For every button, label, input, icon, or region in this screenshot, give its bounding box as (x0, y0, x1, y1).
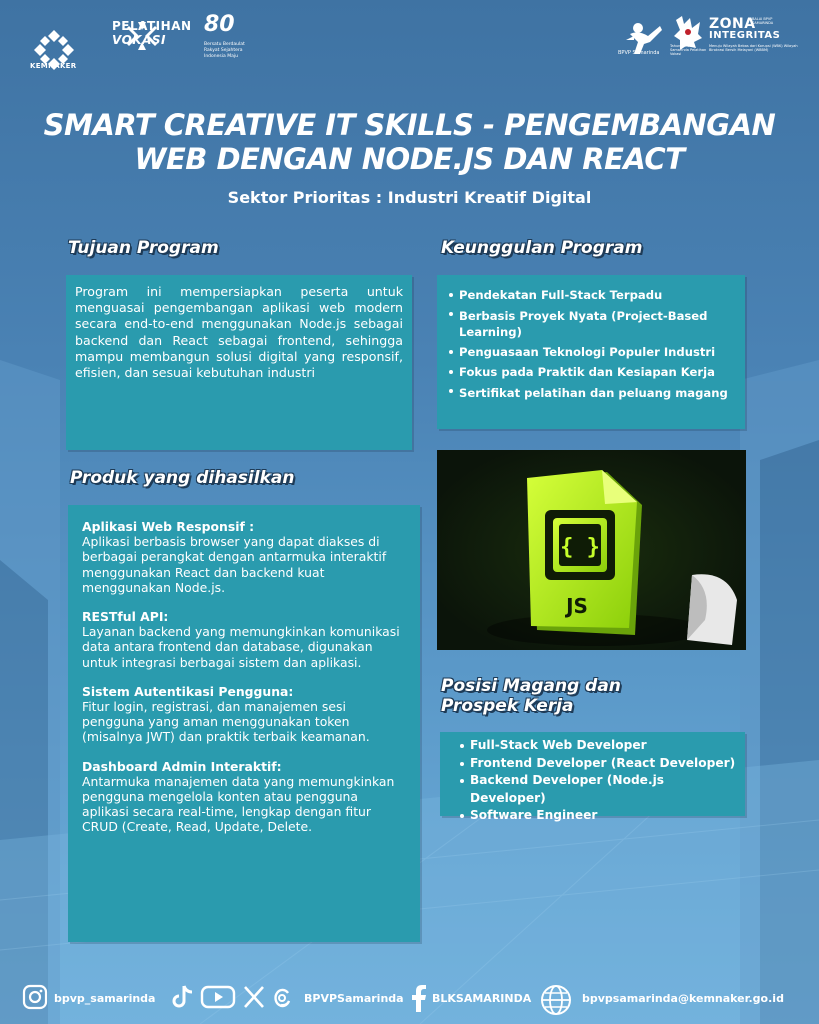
produk-item-title: Aplikasi Web Responsif : (82, 519, 255, 534)
kemnaker-logo-icon (30, 14, 78, 86)
facebook-icon[interactable] (410, 984, 428, 1012)
vokasi-logo-text (112, 19, 192, 47)
posisi-heading-line1: Posisi Magang dan (441, 676, 621, 696)
social-handle[interactable]: BPVPSamarinda (304, 992, 404, 1005)
instagram-handle[interactable]: bpvp_samarinda (54, 992, 156, 1005)
keunggulan-list (437, 275, 745, 429)
posisi-item: Backend Developer (Node.js Developer) (458, 772, 737, 807)
email-address[interactable]: bpvpsamarinda@kemnaker.go.id (582, 992, 784, 1005)
zona-integritas-tagline: Menuju Wilayah Bebas dari Korupsi (WBK) Wilayah Birokrasi Bersih Melayani (WBBM) (709, 44, 798, 52)
produk-item (82, 609, 406, 670)
produk-item (82, 759, 406, 835)
produk-item-desc: Layanan backend yang memungkinkan komunikasi data antara frontend dan database, digunakan untuk integrasi berbagai sistem dan aplikasi. (82, 624, 400, 670)
keunggulan-item: Berbasis Proyek Nyata (Project-Based Learning) (447, 306, 737, 342)
bpvp-label: BPVP Samarinda (618, 50, 660, 56)
produk-item-desc: Fitur login, registrasi, dan manajemen sesi pengguna yang aman menggunakan token (misalnya JWT) dan praktik terbaik keamanan. (82, 699, 370, 745)
zona-integritas-subtitle: INTEGRITAS (709, 30, 781, 41)
instagram-icon[interactable] (22, 984, 48, 1010)
posisi-heading-line2: Prospek Kerja (441, 696, 574, 716)
posisi-item: Frontend Developer (React Developer) (458, 755, 737, 773)
keunggulan-heading: Keunggulan Program (441, 238, 643, 258)
tujuan-body: Program ini mempersiapkan peserta untuk menguasai pengembangan aplikasi web modern secara end-to-end menggunakan Node.js sebagai backend dan React sebagai frontend, sehingga mampu membangun solusi digital yang responsif, efisien, dan sesuai kebutuhan industri (66, 275, 412, 450)
threads-icon[interactable] (270, 984, 294, 1010)
posisi-item: Full-Stack Web Developer (458, 737, 737, 755)
produk-item-title: RESTful API: (82, 609, 169, 625)
anniversary-80-logo: 80 (204, 12, 235, 37)
youtube-icon[interactable] (200, 984, 236, 1010)
keunggulan-item: Penguasaan Teknologi Populer Industri (447, 342, 737, 363)
produk-item (82, 684, 406, 745)
posisi-heading (441, 676, 621, 716)
keunggulan-item: Fokus pada Praktik dan Kesiapan Kerja (447, 362, 737, 383)
vokasi-line1: PELATIHAN (112, 19, 192, 33)
produk-item-title: Dashboard Admin Interaktif: (82, 758, 282, 774)
page-subtitle: Sektor Prioritas : Industri Kreatif Digital (227, 188, 592, 207)
produk-heading: Produk yang dihasilkan (70, 468, 295, 488)
keunggulan-item: Pendekatan Full-Stack Terpadu (447, 285, 737, 306)
produk-item-title: Sistem Autentikasi Pengguna: (82, 683, 294, 699)
brace-glyph: { } (560, 535, 600, 560)
js-glyph: JS (566, 594, 588, 618)
produk-list (68, 505, 420, 942)
kemnaker-label: KEMNAKER (30, 62, 77, 70)
facebook-handle[interactable]: BLKSAMARINDA (432, 992, 532, 1005)
vokasi-line2: VOKASI (112, 33, 166, 47)
zona-integritas-title: ZONA (709, 16, 756, 32)
posisi-list (440, 732, 745, 822)
footer-social-bar (0, 972, 819, 1024)
globe-icon[interactable] (540, 984, 572, 1016)
tahun-kreatif-label: Tahun Kreatif Samarinda Pelatihan Vokasi (670, 44, 707, 56)
tujuan-heading: Tujuan Program (68, 238, 219, 258)
posisi-item: Software Engineer (458, 807, 737, 825)
produk-item-desc: Antarmuka manajemen data yang memungkinkan pengguna mengelola konten atau pengguna aplikasi secara real-time, lengkap dengan fitur CRUD (Create, Read, Update, Delete. (82, 773, 395, 835)
header-logos (0, 0, 819, 90)
keunggulan-item: Sertifikat pelatihan dan peluang magang (447, 383, 737, 403)
produk-item-desc: Aplikasi berbasis browser yang dapat diakses di berbagai perangkat dengan antarmuka interaktif menggunakan React dan backend kuat menggunakan Node.js. (82, 534, 387, 595)
js-file-icon (437, 450, 746, 650)
page-title: SMART CREATIVE IT SKILLS - PENGEMBANGAN WEB DENGAN NODE.JS DAN REACT (43, 108, 776, 176)
zona-integritas-small: BALAI BPVP SAMARINDA (752, 17, 774, 25)
tiktok-icon[interactable] (170, 984, 194, 1010)
js-file-image (437, 450, 746, 650)
produk-item (82, 519, 406, 595)
x-twitter-icon[interactable] (242, 984, 266, 1010)
anniversary-tagline: Bersatu Berdaulat Rakyat Sejahtera Indonesia Maju (204, 42, 245, 59)
